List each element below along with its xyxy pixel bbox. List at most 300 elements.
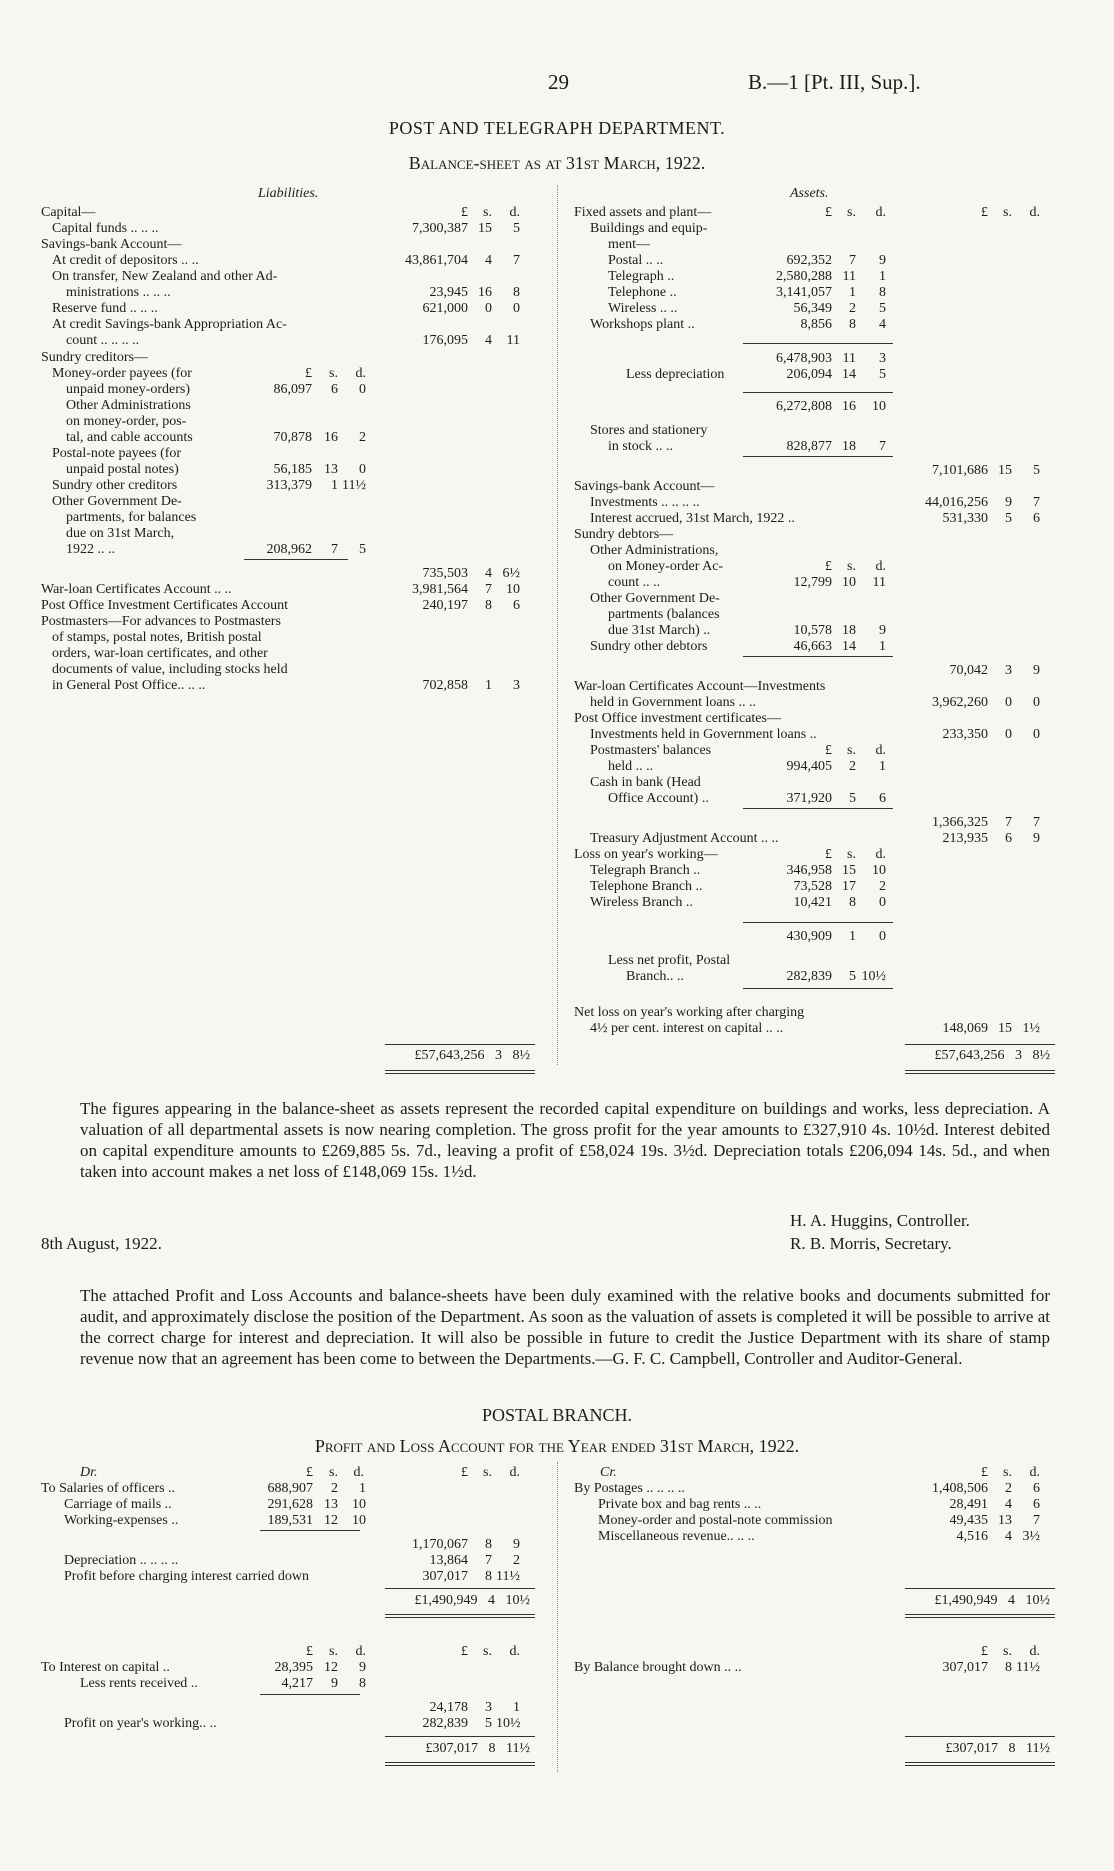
inner-pounds: £ bbox=[825, 847, 832, 862]
amount-pence: 6 bbox=[1033, 1497, 1040, 1512]
inner-pounds: 70,878 bbox=[273, 430, 312, 445]
inner-shillings: 10 bbox=[842, 575, 856, 590]
inner-shillings: 14 bbox=[842, 367, 856, 382]
amount-pounds: 44,016,256 bbox=[925, 495, 988, 510]
ledger-line-label: Investments .. .. .. .. bbox=[590, 495, 700, 510]
amount-shillings: 3 bbox=[485, 1700, 492, 1715]
debit-outer-pence: d. bbox=[509, 1465, 520, 1480]
credit-total-2-pence: 11½ bbox=[1026, 1741, 1050, 1756]
amount-pence: 9 bbox=[1033, 831, 1040, 846]
assets-total-pounds: £57,643,256 bbox=[934, 1048, 1005, 1063]
amount-pence: 10 bbox=[506, 582, 520, 597]
amount-shillings: 15 bbox=[478, 221, 492, 236]
inner-pence: 3 bbox=[879, 351, 886, 366]
ledger-line-label: tal, and cable accounts bbox=[66, 430, 193, 445]
inner-shillings: 11 bbox=[842, 269, 856, 284]
inner-pence: 1 bbox=[879, 639, 886, 654]
department-title: POST AND TELEGRAPH DEPARTMENT. bbox=[388, 118, 726, 138]
liabilities-column-pence: d. bbox=[509, 205, 520, 220]
inner-pence: 10 bbox=[872, 399, 886, 414]
ledger-line-label: Profit before charging interest carried down bbox=[64, 1569, 310, 1584]
amount-shillings: 4 bbox=[485, 333, 492, 348]
ledger-line-label: Interest accrued, 31st March, 1922 .. bbox=[590, 511, 795, 526]
inner-pence: 2 bbox=[359, 430, 366, 445]
ledger-line-label: Sundry other debtors bbox=[590, 639, 708, 654]
inner-pence: 8 bbox=[879, 285, 886, 300]
inner-shillings: 14 bbox=[842, 639, 856, 654]
assets-total-pence: 8½ bbox=[1032, 1048, 1050, 1063]
ledger-line-label: Less rents received .. bbox=[80, 1676, 198, 1691]
amount-shillings: 4 bbox=[1005, 1497, 1012, 1512]
ledger-line-label: Less depreciation bbox=[626, 367, 725, 382]
ledger-line-label: Buildings and equip- bbox=[590, 221, 708, 236]
inner-pence: 10 bbox=[352, 1513, 366, 1528]
amount-pounds: 702,858 bbox=[422, 678, 468, 693]
ledger-line-label: Wireless Branch .. bbox=[590, 895, 693, 910]
amount-shillings: 5 bbox=[485, 1716, 492, 1731]
ledger-line-label: Telegraph Branch .. bbox=[590, 863, 701, 878]
ledger-line-label: Cash in bank (Head bbox=[590, 775, 701, 790]
ledger-line-label: Other Administrations, bbox=[590, 543, 719, 558]
inner-pence: 1 bbox=[879, 269, 886, 284]
credit-column-pence: d. bbox=[1029, 1465, 1040, 1480]
amount-pence: 7 bbox=[513, 253, 520, 268]
amount-pounds: 4,516 bbox=[956, 1529, 988, 1544]
ledger-line-label: Carriage of mails .. bbox=[64, 1497, 172, 1512]
inner-pence: 10½ bbox=[861, 969, 886, 984]
amount-shillings: 2 bbox=[1005, 1481, 1012, 1496]
amount-pounds: 240,197 bbox=[422, 598, 468, 613]
credit-total-1-pounds: £1,490,949 bbox=[934, 1593, 998, 1608]
amount-shillings: s. bbox=[1003, 205, 1012, 220]
inner-pounds: £ bbox=[825, 743, 832, 758]
ledger-line-label: Savings-bank Account— bbox=[41, 237, 182, 252]
ledger-line-label: Other Government De- bbox=[52, 494, 182, 509]
inner-shillings: 2 bbox=[331, 1481, 338, 1496]
inner-pounds: 73,528 bbox=[793, 879, 832, 894]
inner-pounds: 346,958 bbox=[786, 863, 832, 878]
amount-shillings: 7 bbox=[485, 1553, 492, 1568]
debit-total-1-pounds: £1,490,949 bbox=[414, 1593, 478, 1608]
amount-pence: 7 bbox=[1033, 815, 1040, 830]
signature-date: 8th August, 1922. bbox=[41, 1234, 162, 1253]
explanatory-text: The figures appearing in the balance-sheet as assets represent the recorded capital expenditure on buildings and works, less depreciation. A valuation of all departmental assets is now nearing completion. The gross profit for the year amounts to £327,910 4s. 10½d. Interest debited on capital expenditure amounts to £269,885 5s. 7d., leaving a profit of £58,024 19s. 3½d. Depreciation totals £206,094 14s. 5d., and when taken into account makes a net loss of £148,069 15s. 1½d. bbox=[80, 1099, 1050, 1181]
ledger-line-label: orders, war-loan certificates, and other bbox=[52, 646, 268, 661]
inner-pence: d. bbox=[875, 559, 886, 574]
credit-total-2-pounds: £307,017 bbox=[945, 1741, 999, 1756]
amount-pounds: 7,101,686 bbox=[932, 463, 988, 478]
inner-pounds: 2,580,288 bbox=[776, 269, 832, 284]
amount-shillings: 7 bbox=[485, 582, 492, 597]
inner-pence: d. bbox=[355, 1644, 366, 1659]
amount-pence: 5 bbox=[513, 221, 520, 236]
inner-pounds: 688,907 bbox=[267, 1481, 313, 1496]
ledger-line-label: Telephone .. bbox=[608, 285, 677, 300]
ledger-line-label: Office Account) .. bbox=[608, 791, 709, 806]
amount-shillings: 4 bbox=[485, 253, 492, 268]
ledger-line-label: War-loan Certificates Account .. .. bbox=[41, 582, 232, 597]
ledger-line-label: Private box and bag rents .. .. bbox=[598, 1497, 762, 1512]
inner-pence: 10 bbox=[352, 1497, 366, 1512]
document-reference: B.—1 [Pt. III, Sup.]. bbox=[748, 70, 921, 94]
inner-pence: 0 bbox=[879, 929, 886, 944]
amount-shillings: 8 bbox=[485, 1569, 492, 1584]
inner-pounds: 208,962 bbox=[266, 542, 312, 557]
inner-pounds: 4,217 bbox=[281, 1676, 313, 1691]
ledger-line-label: Sundry other creditors bbox=[52, 478, 178, 493]
inner-pence: 1 bbox=[879, 759, 886, 774]
inner-shillings: 7 bbox=[331, 542, 338, 557]
inner-shillings: s. bbox=[847, 847, 856, 862]
ledger-line-label: Sundry creditors— bbox=[41, 350, 148, 365]
amount-pounds: 1,366,325 bbox=[932, 815, 988, 830]
inner-pence: 10 bbox=[872, 863, 886, 878]
inner-pounds: £ bbox=[305, 366, 312, 381]
amount-pounds: 49,435 bbox=[949, 1513, 988, 1528]
ledger-line-label: ministrations .. .. .. bbox=[66, 285, 171, 300]
assets-total-shillings: 3 bbox=[1015, 1048, 1022, 1063]
inner-pence: 7 bbox=[879, 439, 886, 454]
inner-pounds: £ bbox=[825, 559, 832, 574]
amount-pence: 6 bbox=[1033, 511, 1040, 526]
ledger-line-label: count .. .. bbox=[608, 575, 661, 590]
inner-shillings: 16 bbox=[324, 430, 338, 445]
inner-shillings: 1 bbox=[331, 478, 338, 493]
ledger-line-label: held in Government loans .. .. bbox=[590, 695, 757, 710]
debit-total-2-shillings: 8 bbox=[488, 1741, 496, 1756]
ledger-line-label: To Interest on capital .. bbox=[41, 1660, 170, 1675]
inner-shillings: 5 bbox=[849, 969, 856, 984]
amount-pence: 3 bbox=[513, 678, 520, 693]
ledger-line-label: Post Office Investment Certificates Account bbox=[41, 598, 289, 613]
amount-shillings: 15 bbox=[998, 1021, 1012, 1036]
ledger-line-label: count .. .. .. .. bbox=[66, 333, 140, 348]
inner-shillings: 18 bbox=[842, 439, 856, 454]
amount-pence: d. bbox=[509, 1644, 520, 1659]
credit-total-1-pence: 10½ bbox=[1025, 1593, 1050, 1608]
amount-shillings: s. bbox=[483, 1644, 492, 1659]
amount-pounds: 13,864 bbox=[429, 1553, 468, 1568]
ledger-line-label: Treasury Adjustment Account .. .. bbox=[590, 831, 779, 846]
amount-shillings: 4 bbox=[1005, 1529, 1012, 1544]
inner-pence: 11½ bbox=[342, 478, 366, 493]
debit-heading: Dr. bbox=[80, 1465, 98, 1480]
amount-pence: 11 bbox=[506, 333, 520, 348]
amount-pounds: 233,350 bbox=[942, 727, 988, 742]
inner-pounds: 56,349 bbox=[793, 301, 832, 316]
inner-pounds: 828,877 bbox=[786, 439, 832, 454]
ledger-line-label: Telephone Branch .. bbox=[590, 879, 703, 894]
inner-shillings: 8 bbox=[849, 317, 856, 332]
amount-pounds: 282,839 bbox=[422, 1716, 468, 1731]
ledger-line-label: due on 31st March, bbox=[66, 526, 175, 541]
ledger-line-label: documents of value, including stocks held bbox=[52, 662, 288, 677]
ledger-line-label: of stamps, postal notes, British postal bbox=[52, 630, 262, 645]
ledger-line-label: Other Administrations bbox=[66, 398, 191, 413]
inner-pounds: 994,405 bbox=[786, 759, 832, 774]
ledger-line-label: Workshops plant .. bbox=[590, 317, 695, 332]
ledger-line-label: Post Office investment certificates— bbox=[574, 711, 781, 726]
inner-pounds: 313,379 bbox=[266, 478, 312, 493]
amount-pounds: 1,170,067 bbox=[412, 1537, 468, 1552]
ledger-line-label: By Balance brought down .. .. bbox=[574, 1660, 742, 1675]
debit-inner-pound: £ bbox=[306, 1465, 313, 1480]
amount-shillings: 0 bbox=[1005, 727, 1012, 742]
amount-shillings: s. bbox=[1003, 1644, 1012, 1659]
credit-column-pound: £ bbox=[981, 1465, 988, 1480]
credit-total-2-shillings: 8 bbox=[1008, 1741, 1016, 1756]
inner-pence: d. bbox=[875, 205, 886, 220]
amount-pounds: 3,981,564 bbox=[412, 582, 468, 597]
ledger-line-label: Working-expenses .. bbox=[64, 1513, 179, 1528]
profit-loss-title: Profit and Loss Account for the Year ended 31st March, 1922. bbox=[314, 1436, 800, 1456]
amount-pence: 6 bbox=[513, 598, 520, 613]
amount-shillings: 8 bbox=[1005, 1660, 1012, 1675]
ledger-line-label: Other Government De- bbox=[590, 591, 720, 606]
ledger-line-label: on Money-order Ac- bbox=[608, 559, 724, 574]
credit-total-1 bbox=[900, 1593, 1050, 1609]
ledger-line-label: Postmasters' balances bbox=[590, 743, 712, 758]
inner-pounds: 282,839 bbox=[786, 969, 832, 984]
ledger-line-label: unpaid money-orders) bbox=[66, 382, 191, 397]
ledger-line-label: Postal-note payees (for bbox=[52, 446, 182, 461]
debit-outer-shilling: s. bbox=[483, 1465, 492, 1480]
inner-pence: 6 bbox=[879, 791, 886, 806]
amount-shillings: 5 bbox=[1005, 511, 1012, 526]
inner-pence: d. bbox=[875, 847, 886, 862]
inner-shillings: 9 bbox=[331, 1676, 338, 1691]
inner-shillings: 7 bbox=[849, 253, 856, 268]
amount-pounds: 24,178 bbox=[429, 1700, 468, 1715]
ledger-line-label: By Postages .. .. .. .. bbox=[574, 1481, 685, 1496]
amount-pence: 7 bbox=[1033, 1513, 1040, 1528]
amount-shillings: 0 bbox=[1005, 695, 1012, 710]
inner-shillings: s. bbox=[329, 366, 338, 381]
inner-shillings: 17 bbox=[842, 879, 856, 894]
amount-shillings: 3 bbox=[1005, 663, 1012, 678]
ledger-line-label: Wireless .. .. bbox=[608, 301, 678, 316]
ledger-line-label: partments, for balances bbox=[66, 510, 197, 525]
amount-pence: 1 bbox=[513, 1700, 520, 1715]
assets-total bbox=[900, 1048, 1050, 1064]
inner-pence: d. bbox=[875, 743, 886, 758]
amount-pence: 2 bbox=[513, 1553, 520, 1568]
debit-outer-pound: £ bbox=[461, 1465, 468, 1480]
inner-pounds: 189,531 bbox=[267, 1513, 313, 1528]
inner-shillings: 5 bbox=[849, 791, 856, 806]
ledger-line-label: Money-order and postal-note commission bbox=[598, 1513, 833, 1528]
account-divider bbox=[557, 1462, 558, 1772]
liabilities-total-pence: 8½ bbox=[512, 1048, 530, 1063]
ledger-line-label: Capital— bbox=[41, 205, 96, 220]
audit-paragraph bbox=[80, 1285, 1050, 1369]
inner-pounds: 28,395 bbox=[274, 1660, 313, 1675]
inner-pounds: 291,628 bbox=[267, 1497, 313, 1512]
amount-shillings: 9 bbox=[1005, 495, 1012, 510]
amount-pounds: 176,095 bbox=[422, 333, 468, 348]
inner-pounds: 3,141,057 bbox=[776, 285, 832, 300]
amount-pounds: £ bbox=[981, 205, 988, 220]
credit-total-1-shillings: 4 bbox=[1008, 1593, 1015, 1608]
debit-total-1 bbox=[380, 1593, 530, 1609]
audit-text: The attached Profit and Loss Accounts and balance-sheets have been duly examined with the relative books and documents submitted for audit, and approximately disclose the position of the Department. As soon as the valuation of assets is completed it will be possible to arrive at the correct charge for interest and depreciation. It will also be possible in future to credit the Justice Department with its share of stamp revenue now that an agreement has been come to between the Departments.—G. F. C. Campbell, Controller and Auditor-General. bbox=[80, 1286, 1050, 1368]
inner-pence: 2 bbox=[879, 879, 886, 894]
amount-shillings: 7 bbox=[1005, 815, 1012, 830]
ledger-line-label: Profit on year's working.. .. bbox=[64, 1716, 217, 1731]
ledger-line-label: held .. .. bbox=[608, 759, 654, 774]
ledger-line-label: in General Post Office.. .. .. bbox=[52, 678, 206, 693]
amount-pence: 11½ bbox=[496, 1569, 520, 1584]
inner-pence: 11 bbox=[872, 575, 886, 590]
inner-pounds: 430,909 bbox=[786, 929, 832, 944]
inner-shillings: 1 bbox=[849, 285, 856, 300]
amount-pence: 10½ bbox=[496, 1716, 521, 1731]
liabilities-total-shillings: 3 bbox=[495, 1048, 502, 1063]
inner-shillings: s. bbox=[847, 205, 856, 220]
inner-pounds: 12,799 bbox=[793, 575, 832, 590]
ledger-line-label: Net loss on year's working after charging bbox=[574, 1005, 805, 1020]
ledger-line-label: partments (balances bbox=[608, 607, 720, 622]
inner-pence: 9 bbox=[359, 1660, 366, 1675]
ledger-line-label: Postal .. .. bbox=[608, 253, 664, 268]
amount-pence: 0 bbox=[1033, 727, 1040, 742]
inner-pounds: 10,421 bbox=[793, 895, 832, 910]
inner-pounds: 692,352 bbox=[786, 253, 832, 268]
amount-pence: 6½ bbox=[502, 566, 520, 581]
ledger-line-label: 4½ per cent. interest on capital .. .. bbox=[590, 1021, 784, 1036]
ledger-line-label: At credit of depositors .. .. bbox=[52, 253, 199, 268]
amount-shillings: 1 bbox=[485, 678, 492, 693]
liabilities-total bbox=[380, 1048, 530, 1064]
inner-shillings: 2 bbox=[849, 301, 856, 316]
inner-pounds: 6,272,808 bbox=[776, 399, 832, 414]
amount-pence: 8 bbox=[513, 285, 520, 300]
inner-shillings: 12 bbox=[324, 1513, 338, 1528]
ledger-line-label: 1922 .. .. bbox=[66, 542, 115, 557]
debit-total-2 bbox=[380, 1741, 530, 1757]
ledger-line-label: Sundry debtors— bbox=[574, 527, 674, 542]
ledger-line-label: Depreciation .. .. .. .. bbox=[64, 1553, 179, 1568]
inner-pounds: £ bbox=[306, 1644, 313, 1659]
balance-sheet-title: Balance-sheet as at 31st March, 1922. bbox=[408, 153, 706, 173]
column-divider bbox=[557, 185, 558, 1065]
inner-pence: 0 bbox=[879, 895, 886, 910]
inner-pounds: 8,856 bbox=[800, 317, 832, 332]
inner-pence: 5 bbox=[879, 301, 886, 316]
inner-shillings: 6 bbox=[331, 382, 338, 397]
ledger-line-label: To Salaries of officers .. bbox=[41, 1481, 176, 1496]
amount-pence: 11½ bbox=[1016, 1660, 1040, 1675]
inner-shillings: 12 bbox=[324, 1660, 338, 1675]
amount-pence: 6 bbox=[1033, 1481, 1040, 1496]
amount-pence: 9 bbox=[513, 1537, 520, 1552]
signature-controller: H. A. Huggins, Controller. bbox=[790, 1211, 970, 1230]
amount-shillings: 0 bbox=[485, 301, 492, 316]
amount-pence: 7 bbox=[1033, 495, 1040, 510]
ledger-line-label: Stores and stationery bbox=[590, 423, 708, 438]
ledger-line-label: Investments held in Government loans .. bbox=[590, 727, 817, 742]
debit-total-1-pence: 10½ bbox=[505, 1593, 530, 1608]
ledger-line-label: due 31st March) .. bbox=[608, 623, 711, 638]
inner-pence: 1 bbox=[359, 1481, 366, 1496]
inner-shillings: s. bbox=[847, 559, 856, 574]
assets-heading: Assets. bbox=[790, 186, 829, 201]
amount-shillings: 16 bbox=[478, 285, 492, 300]
ledger-line-label: Money-order payees (for bbox=[52, 366, 192, 381]
amount-shillings: 8 bbox=[485, 1537, 492, 1552]
debit-inner-shilling: s. bbox=[329, 1465, 338, 1480]
amount-pounds: 28,491 bbox=[949, 1497, 988, 1512]
ledger-line-label: Miscellaneous revenue.. .. .. bbox=[598, 1529, 755, 1544]
inner-pounds: 56,185 bbox=[273, 462, 312, 477]
credit-column-shilling: s. bbox=[1003, 1465, 1012, 1480]
ledger-line-label: Savings-bank Account— bbox=[574, 479, 715, 494]
inner-shillings: 13 bbox=[324, 462, 338, 477]
ledger-line-label: On transfer, New Zealand and other Ad- bbox=[52, 269, 278, 284]
liabilities-total-pounds: £57,643,256 bbox=[414, 1048, 485, 1063]
ledger-line-label: Less net profit, Postal bbox=[608, 953, 731, 968]
inner-shillings: s. bbox=[329, 1644, 338, 1659]
ledger-line-label: Postmasters—For advances to Postmasters bbox=[41, 614, 281, 629]
inner-shillings: s. bbox=[847, 743, 856, 758]
debit-total-1-shillings: 4 bbox=[488, 1593, 495, 1608]
inner-pounds: 86,097 bbox=[273, 382, 312, 397]
ledger-line-label: Branch.. .. bbox=[626, 969, 684, 984]
inner-pence: 9 bbox=[879, 623, 886, 638]
postal-branch-title: POSTAL BRANCH. bbox=[482, 1405, 632, 1425]
ledger-line-label: unpaid postal notes) bbox=[66, 462, 179, 477]
debit-inner-pence: d. bbox=[353, 1465, 364, 1480]
amount-pence: 1½ bbox=[1022, 1021, 1040, 1036]
inner-pounds: 6,478,903 bbox=[776, 351, 832, 366]
amount-pence: d. bbox=[1029, 205, 1040, 220]
ledger-line-label: ment— bbox=[608, 237, 650, 252]
credit-heading: Cr. bbox=[600, 1465, 617, 1480]
amount-pounds: 70,042 bbox=[949, 663, 988, 678]
amount-shillings: 15 bbox=[998, 463, 1012, 478]
amount-pounds: 307,017 bbox=[422, 1569, 468, 1584]
amount-pounds: 735,503 bbox=[422, 566, 468, 581]
ledger-line-label: Loss on year's working— bbox=[574, 847, 718, 862]
amount-pounds: 1,408,506 bbox=[932, 1481, 988, 1496]
amount-pence: 0 bbox=[1033, 695, 1040, 710]
amount-pence: d. bbox=[1029, 1644, 1040, 1659]
inner-pence: 5 bbox=[879, 367, 886, 382]
page-number: 29 bbox=[548, 70, 569, 94]
amount-pounds: £ bbox=[461, 1644, 468, 1659]
ledger-line-label: Telegraph .. bbox=[608, 269, 675, 284]
amount-pounds: 621,000 bbox=[422, 301, 468, 316]
inner-shillings: 16 bbox=[842, 399, 856, 414]
inner-pounds: 371,920 bbox=[786, 791, 832, 806]
amount-pounds: 7,300,387 bbox=[412, 221, 468, 236]
inner-pounds: 10,578 bbox=[793, 623, 832, 638]
ledger-line-label: War-loan Certificates Account—Investments bbox=[574, 679, 826, 694]
inner-shillings: 11 bbox=[842, 351, 856, 366]
ledger-line-label: Reserve fund .. .. .. bbox=[52, 301, 158, 316]
amount-shillings: 13 bbox=[998, 1513, 1012, 1528]
amount-pounds: 213,935 bbox=[942, 831, 988, 846]
inner-pence: 4 bbox=[879, 317, 886, 332]
amount-pounds: 531,330 bbox=[942, 511, 988, 526]
ledger-line-label: At credit Savings-bank Appropriation Ac- bbox=[52, 317, 287, 332]
amount-pounds: 148,069 bbox=[942, 1021, 988, 1036]
amount-pence: 0 bbox=[513, 301, 520, 316]
amount-pounds: 43,861,704 bbox=[405, 253, 468, 268]
amount-pounds: £ bbox=[981, 1644, 988, 1659]
inner-shillings: 13 bbox=[324, 1497, 338, 1512]
credit-total-2 bbox=[900, 1741, 1050, 1757]
